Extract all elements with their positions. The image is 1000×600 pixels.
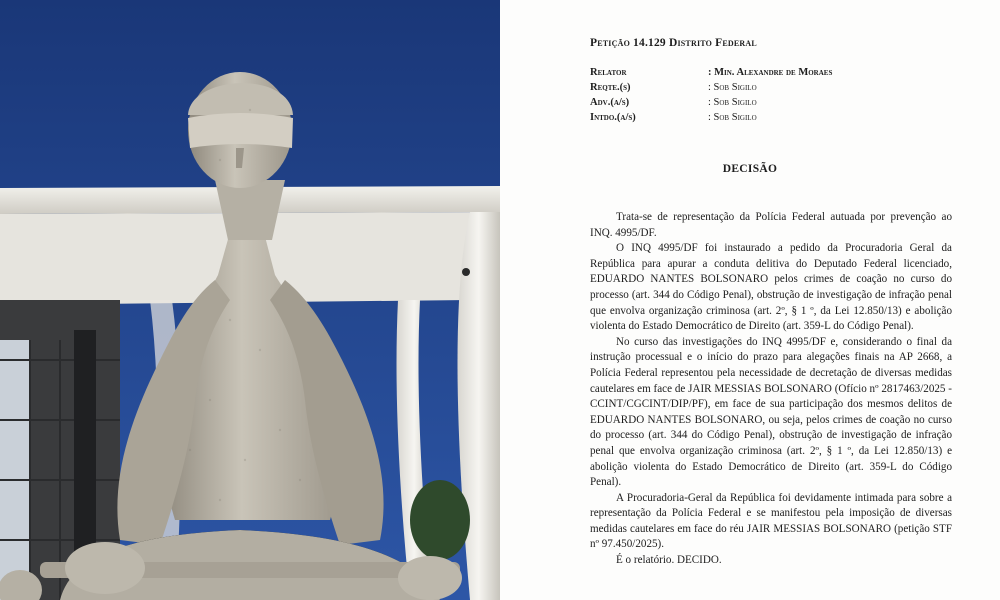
- paragraph: No curso das investigações do INQ 4995/DF e, considerando o final da instrução processual e o início do prazo para alegações finais na AP 2668, a Polícia Federal representou pela necessidade de decretação de diversas medidas cautelares em face de JAIR MESSIAS BOLSONARO (Ofício nº 2817463/2025 - CCINT/CGCINT/DIP/PF), em face de sua participação dos mesmos delitos de EDUARDO NANTES BOLSONARO, ou seja, pelos crimes de coação no curso do processo (art. 344 do Código Penal), obstrução de investigação de infração penal que envolva organização criminosa (art. 2º, § 1 º, da Lei 12.850/13) e abolição violenta do Estado Democrático de Direito (art. 359-L do Código Penal).: [590, 335, 952, 489]
- party-value: : Sob Sigilo: [708, 112, 757, 123]
- decision-body: [590, 210, 952, 569]
- paragraph: O INQ 4995/DF foi instaurado a pedido da Procuradoria Geral da República para apurar a conduta delitiva do Deputado Federal licenciado, EDUARDO NANTES BOLSONARO pelos crimes de coação no curso do processo (art. 344 do Código Penal), obstrução de investigação de infração penal que envolva organização criminosa (art. 2º, § 1 º, da Lei 12.850/13) e abolição violenta do Estado Democrático de Direito (art. 359-L do Código Penal).: [590, 242, 952, 333]
- party-value: : Sob Sigilo: [708, 97, 757, 108]
- parties-list: [590, 67, 970, 127]
- petition-title: Petição 14.129 Distrito Federal: [590, 37, 757, 49]
- party-label: Intdo.(a/s): [590, 112, 636, 123]
- paragraph: Trata-se de representação da Polícia Federal autuada por prevenção ao INQ. 4995/DF.: [590, 211, 952, 239]
- party-row-relator: [590, 67, 970, 82]
- party-label: Relator: [590, 67, 627, 78]
- party-row-adv: [590, 97, 970, 112]
- party-label: Adv.(a/s): [590, 97, 630, 108]
- party-row-intdo: [590, 112, 970, 127]
- party-value: : Sob Sigilo: [708, 82, 757, 93]
- paragraph: A Procuradoria-Geral da República foi devidamente intimada para sobre a representação da Polícia Federal e se manifestou pela imposição de diversas medidas cautelares em face do réu JAIR MESSIAS BOLSONARO (petição STF nº 97.450/2025).: [590, 491, 952, 551]
- party-value: : Min. Alexandre de Moraes: [708, 67, 833, 78]
- decision-document: [500, 0, 1000, 600]
- party-label: Reqte.(s): [590, 82, 631, 93]
- party-row-reqte: [590, 82, 970, 97]
- paragraph: É o relatório. DECIDO.: [616, 554, 722, 567]
- decision-heading: DECISÃO: [722, 163, 778, 175]
